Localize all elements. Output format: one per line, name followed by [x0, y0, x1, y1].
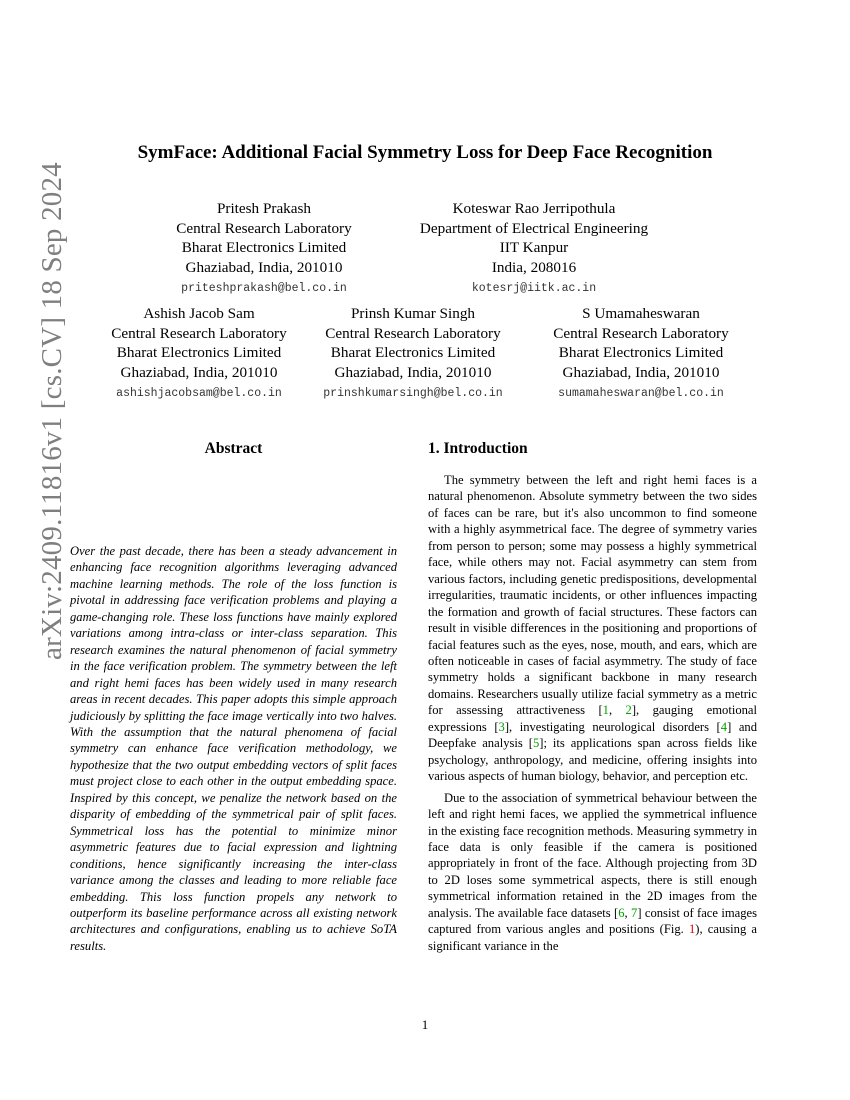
citation-link[interactable]: 5 — [532, 736, 540, 751]
citation-link[interactable]: 2 — [625, 703, 632, 718]
author-email[interactable]: kotesrj@iitk.ac.in — [471, 282, 597, 296]
author-affiliation: Bharat Electronics Limited — [330, 344, 496, 362]
author-affiliation: Central Research Laboratory — [553, 324, 729, 342]
author-block-2 — [398, 199, 670, 299]
author-email[interactable]: ashishjacobsam@bel.co.in — [116, 387, 282, 401]
citation-link[interactable]: 4 — [720, 719, 728, 734]
author-block-3 — [70, 304, 328, 404]
arxiv-watermark: arXiv:2409.11816v1 [cs.CV] 18 Sep 2024 — [36, 162, 68, 660]
introduction-body — [428, 472, 757, 954]
abstract-heading: Abstract — [204, 440, 263, 457]
author-affiliation: Central Research Laboratory — [176, 219, 352, 237]
author-block-1 — [140, 199, 388, 299]
author-affiliation: India, 208016 — [491, 258, 577, 276]
author-affiliation: IIT Kanpur — [499, 239, 569, 257]
citation-link[interactable]: 1 — [602, 703, 609, 718]
author-name: Koteswar Rao Jerripothula — [452, 200, 616, 217]
citation-link[interactable]: 7 — [631, 905, 638, 920]
abstract-body: Over the past decade, there has been a steady advancement in enhancing face recognition algorithms leveraging advanced machine learning methods. The role of the loss function is pivotal in addressing face verification problems and playing a game-changing role. These loss functions have mainly explored variations among intra-class or inter-class separation. This research examines the natural phenomenon of facial symmetry in the face verification problem. The symmetry between the left and right hemi faces has been widely used in many research areas in recent decades. This paper adopts this simple approach judiciously by splitting the face image vertically into two halves. With the assumption that the natural phenomena of facial symmetry can enhance face verification methodology, we hypothesize that the two output embedding vectors of split faces must project close to each other in the output embedding space. Inspired by this concept, we penalize the network based on the disparity of embedding of the symmetrical pair of split faces. Symmetrical loss has the potential to minimize minor asymmetric features due to facial expression and lightning conditions, hence significantly increasing the inter-class variance among the classes and leading to more reliable face embedding. This loss function propels any network to outperform its baseline performance across all existing network architectures and configurations, enabling us to achieve SoTA results. — [70, 544, 397, 953]
author-block-4 — [298, 304, 528, 404]
author-email[interactable]: prinshkumarsingh@bel.co.in — [323, 387, 503, 401]
author-affiliation: Department of Electrical Engineering — [419, 219, 649, 237]
author-affiliation: Ghaziabad, India, 201010 — [334, 363, 492, 381]
author-affiliation: Ghaziabad, India, 201010 — [185, 258, 343, 276]
page-number: 1 — [421, 1017, 429, 1032]
citation-link[interactable]: 6 — [618, 905, 625, 920]
author-affiliation: Bharat Electronics Limited — [558, 344, 724, 362]
author-name: S Umamaheswaran — [582, 305, 700, 322]
author-affiliation: Central Research Laboratory — [111, 324, 287, 342]
author-email[interactable]: sumamaheswaran@bel.co.in — [558, 387, 724, 401]
paper-title: SymFace: Additional Facial Symmetry Loss for Deep Face Recognition — [137, 142, 713, 163]
author-name: Ashish Jacob Sam — [143, 305, 255, 322]
author-affiliation: Central Research Laboratory — [325, 324, 501, 342]
intro-paragraph-2: Due to the association of symmetrical behaviour between the left and right hemi faces, we applied the symmetrical influence in the existing face recognition methods. Measuring symmetry in face data is only feasible if the camera is positioned appropriately in front of the face. Although projecting from 3D to 2D loses some symmetrical aspects, there is still enough symmetrical information retained in the 2D images from the analysis. The available face datasets [6, 7] consist of face images captured from various angles and positions (Fig. 1), causing a significant variance in the — [428, 790, 758, 953]
citation-link[interactable]: 3 — [498, 719, 505, 734]
author-affiliation: Bharat Electronics Limited — [116, 344, 282, 362]
intro-paragraph-1: The symmetry between the left and right hemi faces is a natural phenomenon. Absolute symmetry between the two sides of faces can be rare, but it's also uncommon to find someone with a highly asymmetrical face. The degree of symmetry varies from person to person; some may possess a highly symmetrical face, while others may not. Facial asymmetry can stem from various factors, including genetic predispositions, developmental irregularities, traumatic incidents, or other influences impacting the formation and growth of facial structures. These factors can result in visible differences in the positioning and proportions of facial features such as the eyes, nose, mouth, and ears, which are often noticeable in cases of facial asymmetry. The study of face symmetry holds a significant backbone in many research domains. Researchers usually utilize facial symmetry as a metric for assessing attractiveness [1, 2], gauging emotional expressions [3], investigating neurological disorders [4] and Deepfake analysis [5]; its applications span across fields like psychology, anthropology, and medicine, offering insights into various aspects of human biology, behavior, and perception etc. — [428, 473, 758, 784]
section-heading-introduction: 1. Introduction — [428, 440, 528, 457]
author-affiliation: Ghaziabad, India, 201010 — [120, 363, 278, 381]
author-block-5 — [526, 304, 756, 404]
author-name: Pritesh Prakash — [216, 200, 312, 217]
author-affiliation: Bharat Electronics Limited — [181, 239, 347, 257]
author-email[interactable]: priteshprakash@bel.co.in — [181, 282, 347, 296]
figure-link[interactable]: 1 — [688, 922, 696, 937]
author-name: Prinsh Kumar Singh — [350, 305, 476, 322]
author-affiliation: Ghaziabad, India, 201010 — [562, 363, 720, 381]
